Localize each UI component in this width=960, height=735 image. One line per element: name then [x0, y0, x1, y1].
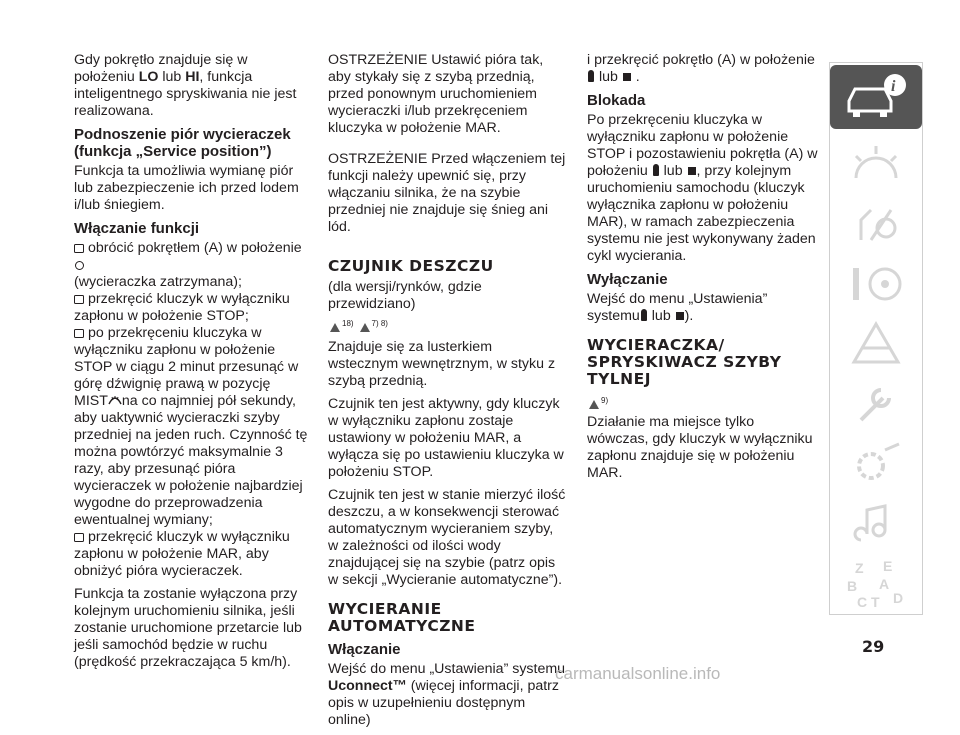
- tab-safety[interactable]: [838, 195, 914, 253]
- paragraph: Po przekręceniu kluczyka w wyłączniku zapłonu w położenie STOP i pozostawieniu pokrętła (A) w położeniu lub , przy kolejnym uruchomieniu samochodu (kluczyk wyłącznika zapłonu w położeniu MAR), w ramach zabezpieczenia systemu nie jest wykonywany żaden cykl wycierania.: [587, 112, 818, 264]
- seatbelt-airbag-icon: [841, 198, 911, 250]
- index-letter: E: [883, 558, 893, 574]
- section-heading: Podnoszenie piór wycieraczek (funkcja „Service position”): [74, 126, 291, 160]
- tab-emergency[interactable]: [838, 375, 914, 433]
- list-item: przekręcić kluczyk w wyłączniku zapłonu w położenie STOP;: [74, 291, 290, 324]
- watermark-text: carmanualsonline.info: [555, 664, 721, 683]
- section-heading: Wyłączanie: [587, 271, 668, 288]
- tab-warnings[interactable]: [838, 315, 914, 373]
- index-letter: A: [879, 576, 890, 592]
- paragraph: Czujnik ten jest aktywny, gdy kluczyk w wyłączniku zapłonu zostaje ustawiony w położeniu MAR, a wyłącza się po ustawieniu kluczyka w położeniu STOP.: [328, 395, 564, 480]
- index-letter: B: [847, 578, 858, 594]
- warning-icon: [360, 323, 370, 332]
- index-letter: Z: [855, 560, 864, 576]
- checkbox-bullet-icon: [74, 295, 84, 304]
- intermittent-position-icon: [653, 164, 659, 176]
- section-heading: WYCIERANIE AUTOMATYCZNE: [328, 599, 476, 635]
- section-heading: WYCIERACZKA/ SPRYSKIWACZ SZYBY TYLNEJ: [587, 336, 782, 388]
- tab-starting-driving[interactable]: [838, 255, 914, 313]
- index-letter: T: [871, 594, 880, 610]
- tab-index[interactable]: [838, 555, 914, 613]
- svg-text:i: i: [891, 78, 896, 95]
- paragraph: i przekręcić pokrętło (A) w położenie lub .: [587, 52, 815, 85]
- warning-triangle-icon: [841, 318, 911, 370]
- paragraph: Funkcja ta zostanie wyłączona przy kolejnym uruchomieniu silnika, jeśli zostanie uruchomione przetarcie lub jeśli samochód będzie w ruchu (prędkość przekraczająca 5 km/h).: [74, 586, 302, 670]
- references: $^{18)}$ $^{7) 8)}$: [328, 315, 566, 337]
- mist-icon: [108, 394, 122, 405]
- list-item: (wycieraczka zatrzymana);: [74, 274, 242, 290]
- intermittent-position-icon: [641, 309, 647, 321]
- off-position-icon: [75, 261, 84, 270]
- car-info-icon: [841, 71, 911, 123]
- paragraph: Wejść do menu „Ustawienia” systemu Uconnect™ (więcej informacji, patrz opis w uzupełnieniu dostępnym online): [328, 660, 566, 728]
- paragraph: Gdy pokrętło znajduje się w położeniu LO lub HI, funkcja inteligentnego spryskiwania nie jest realizowana.: [74, 52, 297, 119]
- tab-multimedia[interactable]: [838, 495, 914, 553]
- key-steering-icon: [841, 258, 911, 310]
- paragraph: Czujnik ten jest w stanie mierzyć ilość deszczu, a w konsekwencji sterować automatycznym wycieraniem szyby, w zależności od ilości wody znajdującej się na szybie (patrz opis w sekcji „Wycieranie automatyczne”).: [328, 486, 566, 588]
- middle-column: [328, 52, 566, 735]
- checkbox-bullet-icon: [74, 533, 84, 542]
- page-number: 29: [862, 637, 885, 656]
- square-position-icon: [623, 73, 631, 81]
- index-letter: D: [893, 590, 904, 606]
- warning-icon: [589, 400, 599, 409]
- tab-technical-data[interactable]: [838, 435, 914, 493]
- checkbox-bullet-icon: [74, 329, 84, 338]
- wrench-service-icon: [841, 378, 911, 430]
- references: 9): [587, 392, 819, 414]
- warning-paragraph: OSTRZEŻENIE Ustawić pióra tak, aby stykały się z szybą przednią, przed ponownym uruchomieniem wycieraczki i/lub przekręceniem kluczyka w położenie MAR.: [328, 52, 544, 136]
- right-column: [587, 52, 819, 488]
- chapter-sidebar: [829, 62, 923, 615]
- specs-gear-icon: [841, 438, 911, 490]
- music-note-icon: [841, 498, 911, 550]
- subsection-heading: Włączanie: [328, 640, 401, 658]
- subtitle: (dla wersji/rynków, gdzie przewidziano): [328, 279, 482, 312]
- intermittent-position-icon: [588, 70, 594, 82]
- index-letters-icon: [841, 558, 911, 610]
- left-column: [74, 52, 308, 677]
- dashboard-lights-icon: [841, 138, 911, 190]
- checkbox-bullet-icon: [74, 244, 84, 253]
- square-position-icon: [676, 312, 684, 320]
- list-item: obrócić pokrętłem (A) w położenie: [74, 240, 308, 274]
- list-item: po przekręceniu kluczyka w wyłączniku zapłonu w położenie STOP w ciągu 2 minut przesunąć w górę dźwignię prawą w pozycję MIST na co najmniej pół sekundy, aby uaktywnić wycieraczki szyby przedniej na jeden ruch. Czynność tę można powtórzyć maksymalnie 3 razy, aby przesunąć pióra wycieraczek w położenie najbardziej wygodne do przeprowadzenia ewentualnej wymiany;: [74, 325, 308, 528]
- tab-dashboard[interactable]: [838, 135, 914, 193]
- list-item: przekręcić kluczyk w wyłączniku zapłonu w położenie MAR, aby obniżyć pióra wycieraczek.: [74, 529, 290, 579]
- section-heading: CZUJNIK DESZCZU: [328, 257, 494, 275]
- section-heading: Blokada: [587, 92, 646, 109]
- section-heading: Włączanie funkcji: [74, 220, 200, 237]
- paragraph: Wejść do menu „Ustawienia” systemu lub ).: [587, 291, 768, 324]
- warning-icon: [330, 323, 340, 332]
- paragraph: Znajduje się za lusterkiem wstecznym wewnętrznym, w styku z szybą przednią.: [328, 338, 556, 389]
- index-letter: C: [857, 594, 868, 610]
- square-position-icon: [688, 167, 696, 175]
- paragraph: Działanie ma miejsce tylko wówczas, gdy kluczyk w wyłączniku zapłonu znajduje się w położeniu MAR.: [587, 413, 813, 481]
- tab-car-info[interactable]: [830, 65, 922, 129]
- warning-paragraph: OSTRZEŻENIE Przed włączeniem tej funkcji należy upewnić się, przy włączaniu silnika, że na szybie przedniej nie znajduje się śnieg ani lód.: [328, 151, 566, 235]
- paragraph: Funkcja ta umożliwia wymianę piór lub zabezpieczenie ich przed lodem i/lub śniegiem.: [74, 163, 299, 213]
